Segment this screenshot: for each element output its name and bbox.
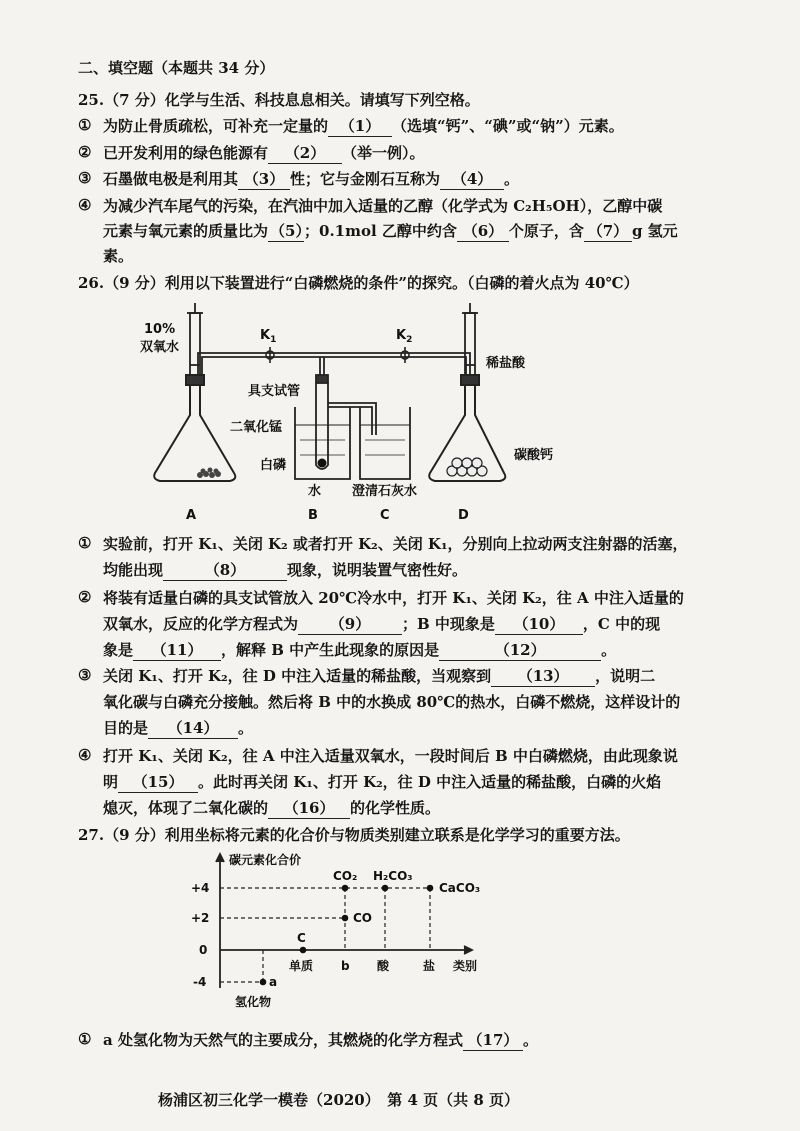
point-c (300, 947, 307, 954)
q26-4-marker: ④ (78, 746, 92, 764)
label-h2co3: H₂CO₃ (373, 869, 413, 883)
xcat-b: b (341, 959, 350, 973)
q26-1-line2: 均能出现 （8） 现象，说明装置气密性好。 (103, 561, 468, 579)
q25-4-line3: 素。 (103, 247, 134, 265)
label-side-arm-tube: 具支试管 (248, 384, 301, 399)
valence-chart (185, 848, 515, 1020)
q26-3-marker: ③ (78, 666, 92, 684)
label-caco3-point: CaCO₃ (439, 881, 481, 895)
label-c: C (297, 931, 306, 945)
chart-ylabel: 碳元素化合价 (229, 853, 302, 867)
flask-a (154, 375, 235, 481)
xcat-salt: 盐 (423, 959, 436, 973)
label-co2: CO₂ (333, 869, 358, 883)
white-phosphorus (318, 459, 327, 468)
letter-c: C (380, 508, 390, 523)
letter-d: D (458, 508, 469, 523)
q25-4-line2: 元素与氧元素的质量比为 （5）；0.1mol 乙醇中约含 （6） 个原子，含 （7） g 氢元 (103, 222, 678, 240)
q25-2-marker: ② (78, 143, 92, 161)
q26-2-line2: 双氧水，反应的化学方程式为 （9） ；B 中现象是 （10） ，C 中的现 (103, 615, 661, 633)
blank-5[interactable]: （5） (270, 222, 311, 240)
label-k2: $K_2$ (396, 328, 413, 345)
page-footer: 杨浦区初三化学一模卷（2020） 第 4 页（共 8 页） (158, 1091, 520, 1109)
blank-9[interactable]: （9） (298, 614, 402, 635)
ytick-plus4: +4 (191, 881, 210, 895)
syringe-a (187, 303, 203, 375)
chart-xlabel: 类别 (453, 959, 478, 973)
q26-4-line1: 打开 K₁、关闭 K₂，往 A 中注入适量双氧水，一段时间后 B 中白磷燃烧，由此现象说 (103, 747, 678, 765)
label-mno2: 二氧化锰 (230, 420, 283, 435)
ytick-plus2: +2 (191, 911, 210, 925)
blank-15[interactable]: （15） (118, 772, 198, 793)
point-co (342, 915, 349, 922)
blank-14[interactable]: （14） (148, 718, 238, 739)
q25-4-line1: 为减少汽车尾气的污染，在汽油中加入适量的乙醇（化学式为 C₂H₅OH），乙醇中碳 (103, 197, 663, 215)
label-co: CO (353, 911, 373, 925)
blank-10[interactable]: （10） (495, 614, 583, 635)
label-h2o2: 双氧水 (140, 340, 180, 355)
blank-17[interactable]: （17） (463, 1030, 523, 1051)
letter-a: A (186, 508, 197, 523)
blank-11[interactable]: （11） (133, 640, 221, 661)
q25-1-marker: ① (78, 116, 92, 134)
label-a: a (269, 975, 278, 989)
q25-1: 为防止骨质疏松，可补充一定量的 （1） （选填“钙”、“碘”或“钠”）元素。 (103, 117, 624, 135)
blank-7[interactable]: （7） (584, 221, 632, 242)
xcat-element: 单质 (289, 959, 314, 973)
q26-2-marker: ② (78, 588, 92, 606)
label-phosphorus: 白磷 (260, 458, 287, 473)
q26-3-line1: 关闭 K₁、打开 K₂，往 D 中注入适量的稀盐酸，当观察到 （13） ，说明二 (103, 667, 656, 685)
calcium-carbonate-particles (447, 458, 487, 476)
blank-2[interactable]: （2） (268, 143, 342, 164)
valve-k1[interactable] (266, 347, 274, 363)
point-caco3 (427, 885, 434, 892)
q25-3-marker: ③ (78, 169, 92, 187)
blank-3[interactable]: （3） (238, 169, 290, 190)
ytick-minus4: -4 (193, 975, 207, 989)
blank-12[interactable]: （12） (439, 640, 601, 661)
manganese-dioxide-particles (197, 468, 221, 479)
q27-1: a 处氢化物为天然气的主要成分，其燃烧的化学方程式 （17） 。 (103, 1031, 538, 1049)
blank-4[interactable]: （4） (440, 169, 504, 190)
blank-1[interactable]: （1） (328, 116, 392, 137)
q26-3-line3: 目的是 （14） 。 (103, 719, 254, 737)
q26-2-line1: 将装有适量白磷的具支试管放入 20℃冷水中，打开 K₁、关闭 K₂，往 A 中注入适量的 (103, 589, 684, 607)
xcat-acid: 酸 (377, 959, 390, 973)
ytick-0: 0 (199, 943, 208, 957)
q26-stem: 26.（9 分）利用以下装置进行“白磷燃烧的条件”的探究。（白磷的着火点为 40℃） (78, 274, 639, 292)
point-co2 (342, 885, 349, 892)
q27-stem: 27.（9 分）利用坐标将元素的化合价与物质类别建立联系是化学学习的重要方法。 (78, 826, 630, 844)
label-water: 水 (308, 484, 322, 499)
label-caco3: 碳酸钙 (514, 448, 554, 463)
q26-4-line3: 熄灭，体现了二氧化碳的 （16） 的化学性质。 (103, 799, 441, 817)
q25-3: 石墨做电极是利用其 （3） 性；它与金刚石互称为 （4） 。 (103, 170, 520, 188)
point-a (260, 979, 267, 986)
section-heading: 二、填空题（本题共 34 分） (78, 59, 275, 77)
blank-16[interactable]: （16） (268, 798, 350, 819)
beaker-c (360, 407, 410, 479)
q25-2: 已开发利用的绿色能源有 （2） （举一例）。 (103, 144, 425, 162)
q25-4-marker: ④ (78, 196, 92, 214)
valve-k2[interactable] (401, 347, 409, 363)
q27-1-marker: ① (78, 1030, 92, 1048)
label-limewater: 澄清石灰水 (352, 484, 418, 499)
q26-3-line2: 氧化碳与白磷充分接触。然后将 B 中的水换成 80℃的热水，白磷不燃烧，这样设计的 (103, 693, 681, 711)
q26-4-line2: 明 （15） 。此时再关闭 K₁、打开 K₂，往 D 中注入适量的稀盐酸，白磷的火焰 (103, 773, 662, 791)
connecting-pipe (198, 353, 470, 375)
label-hcl: 稀盐酸 (486, 356, 526, 371)
blank-13[interactable]: （13） (491, 666, 595, 687)
blank-8[interactable]: （8） (163, 560, 287, 581)
q26-1-marker: ① (78, 534, 92, 552)
blank-6[interactable]: （6） (457, 221, 509, 242)
letter-b: B (308, 508, 318, 523)
syringe-d (462, 303, 478, 375)
q26-2-line3: 象是 （11） ，解释 B 中产生此现象的原因是 （12） 。 (103, 641, 617, 659)
point-h2co3 (382, 885, 389, 892)
q26-1-line1: 实验前，打开 K₁、关闭 K₂ 或者打开 K₂、关闭 K₁，分别向上拉动两支注射器的活塞， (103, 535, 688, 553)
q25-stem: 25.（7 分）化学与生活、科技息息相关。请填写下列空格。 (78, 91, 480, 109)
label-k1: $K_1$ (260, 328, 277, 345)
label-h2o2-percent: 10% (144, 322, 176, 337)
apparatus-diagram (130, 295, 590, 525)
xcat-hydride: 氢化物 (235, 995, 272, 1009)
